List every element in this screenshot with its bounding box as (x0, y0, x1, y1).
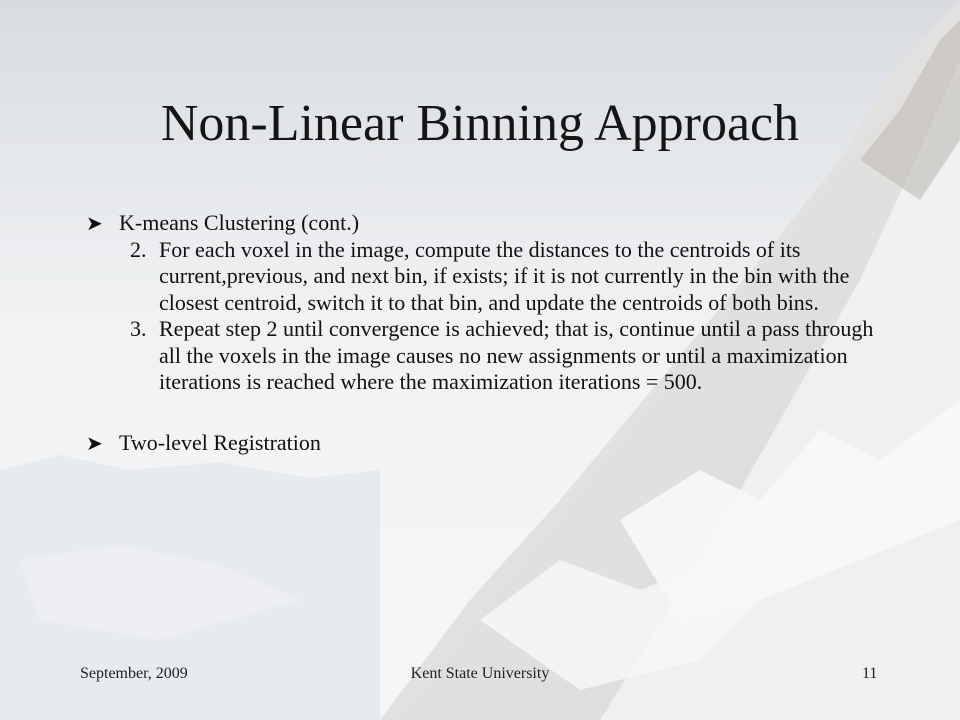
bullet-item (86, 210, 886, 237)
slide-body (86, 210, 886, 456)
page-number: 11 (862, 665, 878, 682)
step-number: 3. (130, 316, 147, 341)
footer-organization: Kent State University (410, 665, 550, 682)
bullet-item (86, 430, 886, 457)
bullet-text: K-means Clustering (cont.) (119, 210, 360, 235)
step-number: 2. (130, 236, 147, 262)
numbered-step (130, 237, 886, 317)
slide-title: Non-Linear Binning Approach (160, 95, 800, 152)
step-text: For each voxel in the image, compute the distances to the centroids of its current,previous, and next bin, if exists; if it is not currently in the bin with the closest centroid, switch it to that bin, and update the centroids of both bins. (159, 236, 850, 315)
arrow-bullet-icon: ➤ (86, 211, 103, 235)
bullet-text: Two-level Registration (119, 429, 321, 455)
numbered-step (130, 316, 886, 396)
footer-date: September, 2009 (80, 665, 188, 682)
arrow-bullet-icon: ➤ (86, 430, 103, 455)
step-text: Repeat step 2 until convergence is achieved; that is, continue until a pass through all the voxels in the image causes no new assignments or until a maximization iterations is reached where the maximization iterations = 500. (159, 316, 874, 394)
